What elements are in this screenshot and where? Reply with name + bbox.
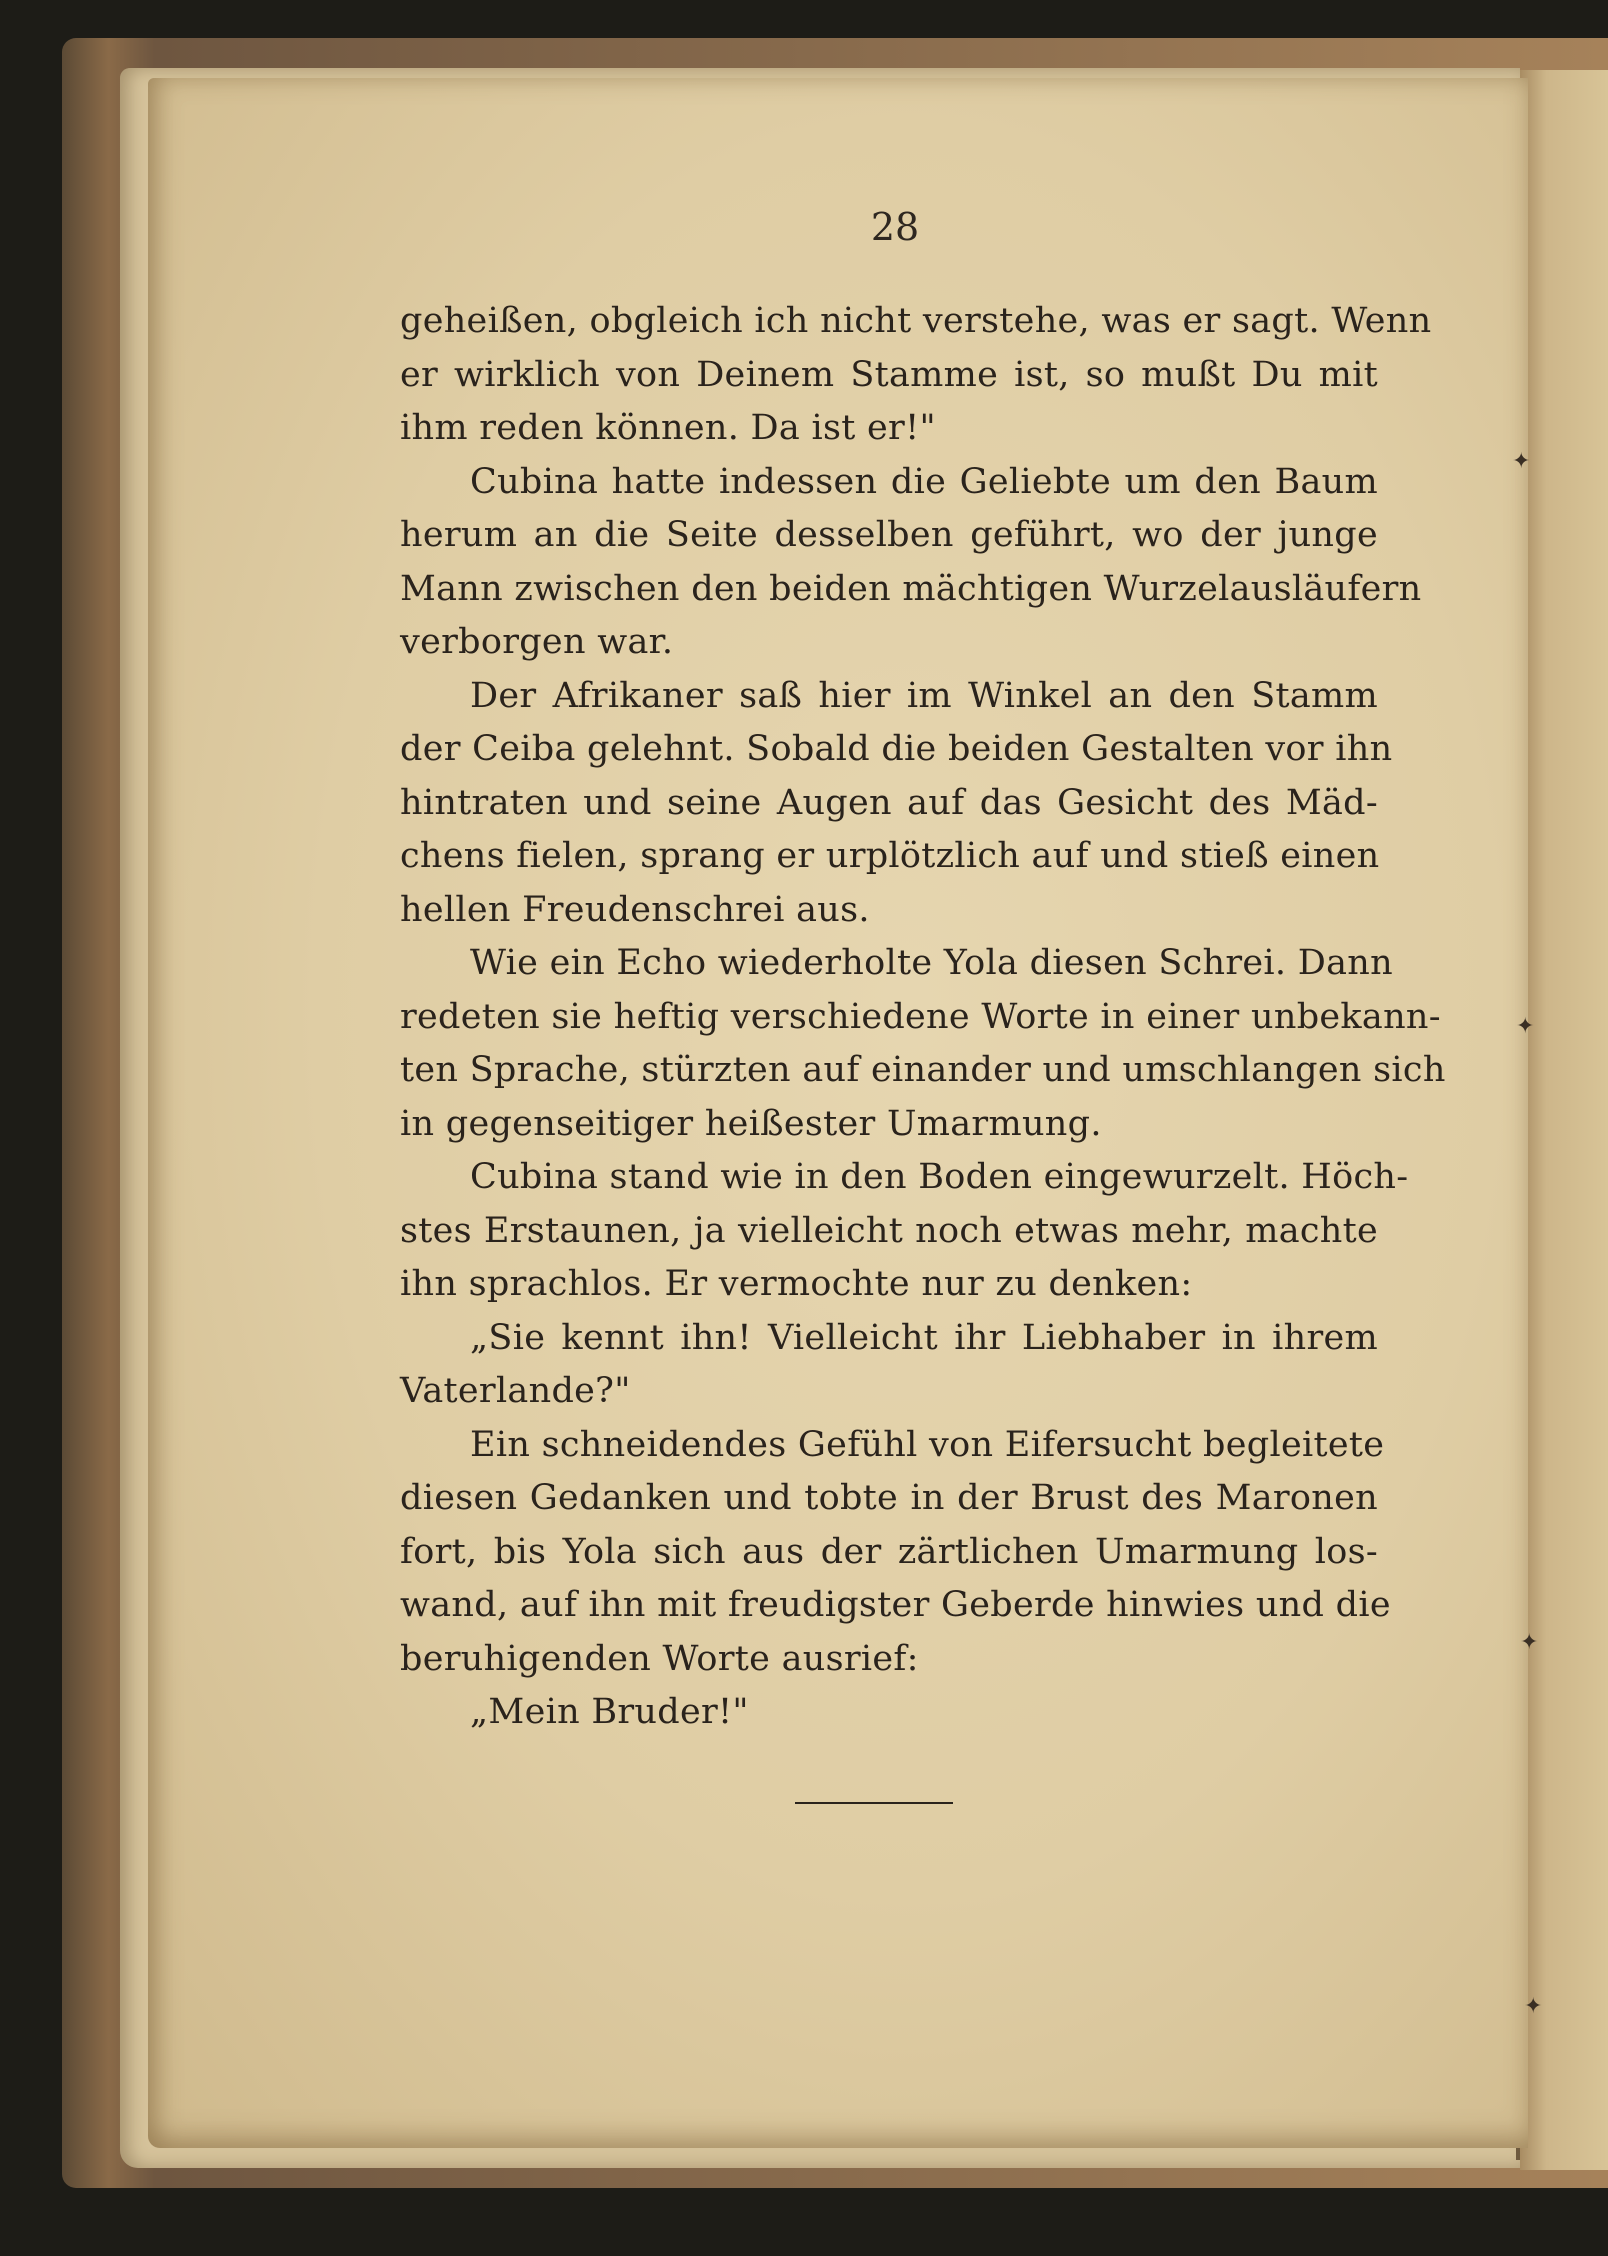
text-line: in gegenseitiger heißester Umarmung. xyxy=(400,1103,1102,1144)
text-line: redeten sie heftig verschiedene Worte in einer unbekann- xyxy=(400,996,1441,1037)
page-edge-mark: ✦ xyxy=(1512,449,1531,474)
text-line: herum an die Seite desselben geführt, wo der junge xyxy=(400,515,1378,555)
text-line: „Mein Bruder!" xyxy=(470,1692,749,1732)
text-line: chens fielen, sprang er urplötzlich auf und stieß einen xyxy=(400,836,1380,876)
page-edge-mark: ✦ xyxy=(1516,1014,1535,1039)
text-line: der Ceiba gelehnt. Sobald die beiden Gestalten vor ihn xyxy=(400,729,1393,769)
page-edge-mark: ✦ xyxy=(1524,1994,1543,2019)
facing-page-edge xyxy=(1520,70,1608,2170)
text-line: diesen Gedanken und tobte in der Brust des Maronen xyxy=(400,1478,1378,1518)
text-line: Cubina stand wie in den Boden eingewurzelt. Höch- xyxy=(470,1157,1409,1197)
text-line: Mann zwischen den beiden mächtigen Wurzelausläufern xyxy=(400,568,1422,609)
text-line: ihn sprachlos. Er vermochte nur zu denken: xyxy=(400,1264,1193,1304)
text-line: Wie ein Echo wiederholte Yola diesen Schrei. Dann xyxy=(470,943,1393,983)
text-line: Vaterlande?" xyxy=(400,1371,631,1411)
text-line: beruhigenden Worte ausrief: xyxy=(400,1638,919,1679)
text-line: „Sie kennt ihn! Vielleicht ihr Liebhaber in ihrem xyxy=(470,1317,1378,1358)
text-line: fort, bis Yola sich aus der zärtlichen Umarmung los- xyxy=(400,1531,1378,1572)
text-line: stes Erstaunen, ja vielleicht noch etwas mehr, machte xyxy=(400,1210,1378,1251)
text-line: hintraten und seine Augen auf das Gesicht des Mäd- xyxy=(400,782,1378,823)
text-line: ten Sprache, stürzten auf einander und umschlangen sich xyxy=(400,1050,1446,1090)
page-number: 28 xyxy=(870,205,920,249)
end-rule xyxy=(795,1802,953,1804)
text-line: geheißen, obgleich ich nicht verstehe, was er sagt. Wenn xyxy=(400,301,1432,341)
text-line: hellen Freudenschrei aus. xyxy=(400,889,870,930)
text-line: ihm reden können. Da ist er!" xyxy=(400,408,936,448)
page-edge-mark: ✦ xyxy=(1520,1630,1539,1655)
text-line: wand, auf ihn mit freudigster Geberde hinwies und die xyxy=(400,1585,1391,1625)
text-line: Ein schneidendes Gefühl von Eifersucht begleitete xyxy=(470,1424,1385,1465)
text-line: Der Afrikaner saß hier im Winkel an den Stamm xyxy=(470,675,1378,716)
text-line: er wirklich von Deinem Stamme ist, so mußt Du mit xyxy=(400,354,1378,395)
text-line: Cubina hatte indessen die Geliebte um den Baum xyxy=(470,461,1378,502)
text-line: verborgen war. xyxy=(400,622,674,662)
